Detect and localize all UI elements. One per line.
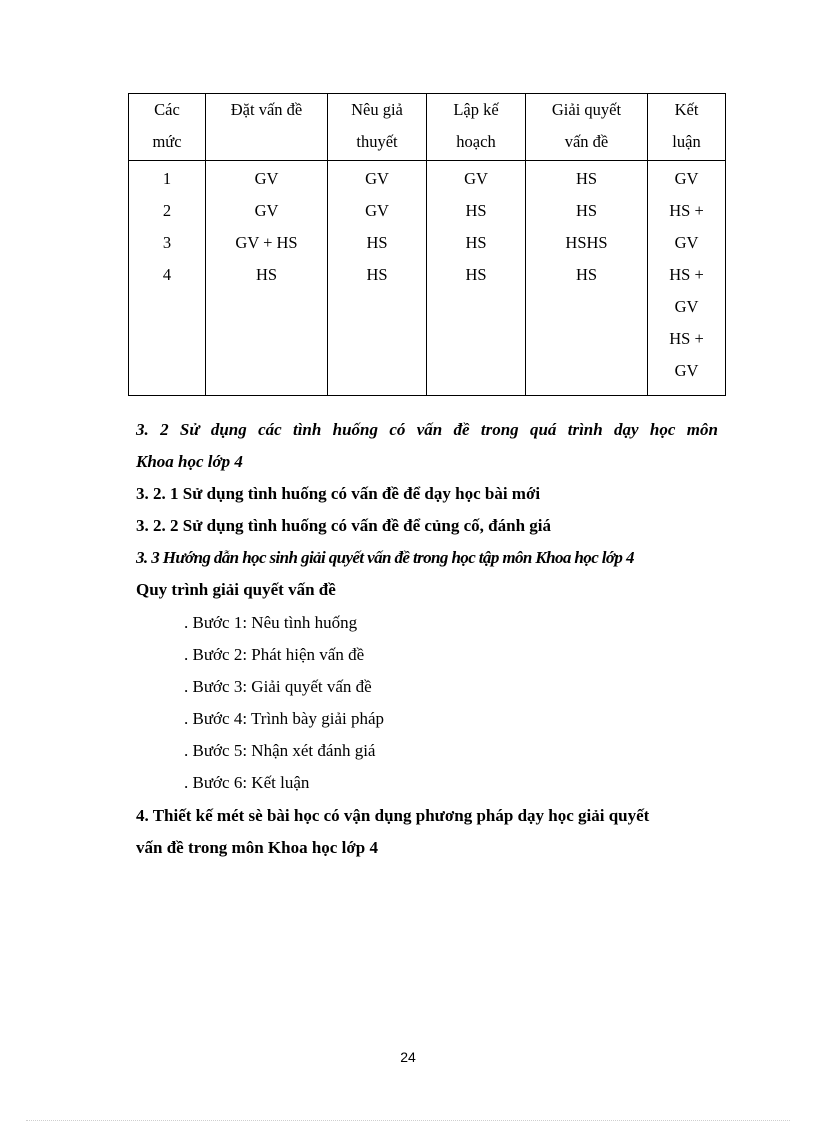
column-levels: 1 2 3 4 [129, 161, 206, 396]
list-item: . Bước 4: Trình bày giải pháp [184, 709, 385, 728]
process-title: Quy trình giải quyết vấn đề [136, 580, 336, 599]
list-item: . Bước 5: Nhận xét đánh giá [184, 741, 376, 760]
column-solve: HS HS HSHS HS [526, 161, 648, 396]
header-cell-solve: Giải quyết vấn đề [526, 94, 648, 161]
column-hypothesis: GV GV HS HS [328, 161, 427, 396]
header-cell-problem: Đặt vấn đề [206, 94, 328, 161]
column-problem: GV GV GV + HS HS [206, 161, 328, 396]
levels-table [128, 93, 726, 396]
list-item: . Bước 6: Kết luận [184, 773, 310, 792]
list-item: . Bước 3: Giải quyết vấn đề [184, 677, 372, 696]
list-item: . Bước 1: Nêu tình huống [184, 613, 358, 632]
page-number: 24 [400, 1049, 416, 1065]
table-row [129, 161, 726, 396]
section-4-heading-cont: vấn đề trong môn Khoa học lớp 4 [136, 838, 378, 857]
section-4-heading: 4. Thiết kế mét sè bài học có vận dụng phương pháp dạy học giải quyết [136, 806, 650, 825]
column-plan: GV HS HS HS [427, 161, 526, 396]
header-cell-hypothesis: Nêu giả thuyết [328, 94, 427, 161]
section-3-2-1-heading: 3. 2. 1 Sử dụng tình huống có vấn đề để dạy học bài mới [136, 484, 541, 503]
section-3-2-heading: 3. 2 Sử dụng các tình huống có vấn đề trong quá trình dạy học môn [136, 420, 718, 439]
page-bottom-divider [26, 1120, 790, 1121]
section-3-3-heading: 3. 3 Hướng dẫn học sinh giải quyết vấn đề trong học tập môn Khoa học lớp 4 [136, 548, 634, 567]
header-cell-plan: Lập kế hoạch [427, 94, 526, 161]
list-item: . Bước 2: Phát hiện vấn đề [184, 645, 365, 664]
header-cell-conclusion: Kết luận [648, 94, 726, 161]
header-cell-levels: Các mức [129, 94, 206, 161]
column-conclusion: GV HS + GV HS + GV HS + GV [648, 161, 726, 396]
section-3-2-2-heading: 3. 2. 2 Sử dụng tình huống có vấn đề để củng cố, đánh giá [136, 516, 552, 535]
section-3-2-heading-cont: Khoa học lớp 4 [136, 452, 243, 471]
table-header-row [129, 94, 726, 161]
